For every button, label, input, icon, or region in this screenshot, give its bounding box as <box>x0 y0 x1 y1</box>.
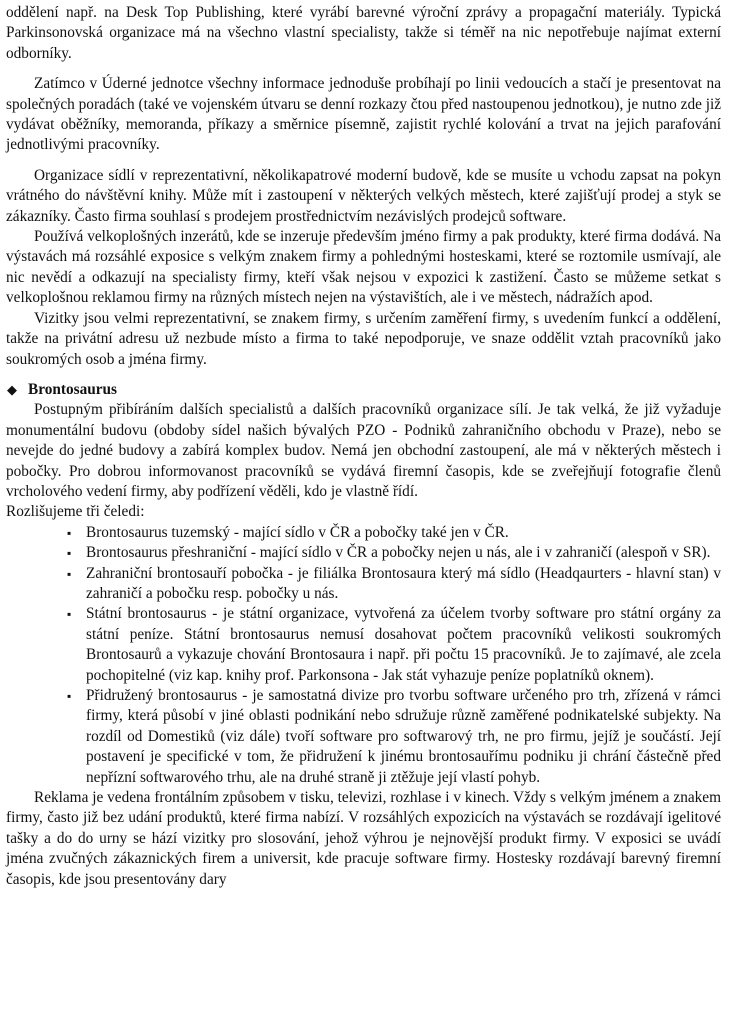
paragraph-information-flow: Zatímco v Úderné jednotce všechny informace jednoduše probíhají po linii vedoucích a stačí je presentovat na společných poradách (také ve vojenském útvaru se denní rozkazy čtou před nastoupenou jednotkou), je nutno zde již vydávat oběžníky, memoranda, příkazy a směrnice písemně, zajistit rychlé kolování a trvat na jejich parafování jednotlivými pracovníky. <box>6 75 721 154</box>
square-bullet-icon: ▪ <box>67 546 72 561</box>
list-item-text: Zahraniční brontosauří pobočka - je filiálka Brontosaura který má sídlo (Headqaurters - hlavní stan) v zahraničí a pobočku resp. pobočky u nás. <box>86 564 721 602</box>
list-label: Rozlišujeme tři čeledi: <box>6 503 145 521</box>
list-item-text: Brontosaurus přeshraniční - mající sídlo v ČR a pobočky nejen u nás, ale i v zahraničí (alespoň v SR). <box>86 544 711 562</box>
square-bullet-icon: ▪ <box>67 607 72 622</box>
diamond-bullet-icon: ◆ <box>7 381 17 397</box>
square-bullet-icon: ▪ <box>67 566 72 581</box>
list-item <box>67 686 721 788</box>
list-item-text: Přidružený brontosaurus - je samostatná divize pro tvorbu software určeného pro trh, zřízená v rámci firmy, která působí v jiné oblasti podnikání nebo sdružuje různě zaměřené podnikatelské subjekty. Na rozdíl od Domestiků (viz dále) tvoří software pro softwarový trh, ne pro firmu, jejíž je součástí. Její postavení je specifické v tom, že přidružení k jinému brontosauřímu podniku ji chrání částečně před nepřízní softwarového trhu, ale na druhé straně ji ztěžuje její vlastí pohyb. <box>86 687 721 786</box>
square-bullet-icon: ▪ <box>67 689 72 703</box>
paragraph-advertising-brontosaurus: Reklama je vedena frontálním způsobem v tisku, televizi, rozhlase i v kinech. Vždy s velkým jménem a znakem firmy, často již bez udání produktů, které firma nabízí. V rozsáhlých expozicích na výstavách se rozdávají igelitové tašky a do do urny se hází vizitky pro slosování, jehož výhrou je nejnovější produkt firmy. V exposici se uvádí jména zvučných zákaznických firem a universit, kde pracuje software firmy. Hostesky rozdávají barevný firemní časopis, kde jsou presentovány dary <box>6 789 721 888</box>
paragraph-advertising: Používá velkoplošných inzerátů, kde se inzeruje především jméno firmy a pak produkty, které firma dodává. Na výstavách má rozsáhlé exposice s velkým znakem firmy a pohlednými hosteskami, které se roztomile usmívají, ale nic nevědí a odkazují na specialisty firmy, kteří však nejsou v expozici k zastižení. Často se můžeme setkat s velkoplošnou reklamou firmy na různých místech nejen na výstavištích, ale i ve městech, nádražích apod. <box>6 228 721 307</box>
kinds-list <box>6 523 721 788</box>
list-item-text: Státní brontosaurus - je státní organizace, vytvořená za účelem tvorby software pro státní orgány za státní peníze. Státní brontosaurus nemusí dosahovat počtem pracovníků velikosti soukromých Brontosaurů a vykazuje chování Brontosaura i např. při počtu 15 pracovníků. Je to zajímavé, ale zcela pochopitelné (viz kap. knihy prof. Parkonsona - Jak stát vyhazuje peníze poplatníků oknem). <box>86 605 721 684</box>
list-item <box>67 543 721 563</box>
list-item <box>67 523 721 543</box>
paragraph-business-cards: Vizitky jsou velmi reprezentativní, se znakem firmy, s určením zaměření firmy, s uvedením funkcí a oddělení, takže na privátní adresu už nezbude místo a firma to také nepodporuje, ve snaze oddělit vztah pracovníků jako soukromých osob a jména firmy. <box>6 309 721 368</box>
section-heading <box>6 380 721 400</box>
paragraph-headquarters: Organizace sídlí v reprezentativní, několikapatrové moderní budově, kde se musíte u vchodu zapsat na pokyn vrátného do návštěvní knihy. Může mít i zastoupení v některých velkých městech, které zajišťují prodej a styk se zákazníky. Často firma souhlasí s prodejem prostřednictvím nezávislých prodejců software. <box>6 166 721 225</box>
section-heading-text: Brontosaurus <box>28 380 117 398</box>
list-item <box>67 564 721 605</box>
square-bullet-icon: ▪ <box>67 525 72 540</box>
list-item-text: Brontosaurus tuzemský - mající sídlo v ČR a pobočky také jen v ČR. <box>86 523 509 541</box>
paragraph-brontosaurus: Postupným přibíráním dalších specialistů a dalších pracovníků organizace sílí. Je tak velká, že již vyžaduje monumentální budovu (obdoby sídel našich bývalých PZO - Podniků zahraničního obchodu v Praze), nebo se nevejde do jedné budovy a zabírá komplex budov. Nemá jen obchodní zastoupení, ale má v některých městech i pobočky. Pro dobrou informovanost pracovníků se vydává firemní časopis, kde se zveřejňují fotografie členů vrcholového vedení firmy, aby podřízení věděli, kdo je vlastně řídí. <box>6 401 721 500</box>
paragraph-intro-continuation: oddělení např. na Desk Top Publishing, které vyrábí barevné výroční zprávy a propagační materiály. Typická Parkinsonovská organizace má na všechno vlastní specialisty, takže si téměř na nic nepotřebuje najímat externí odborníky. <box>6 4 721 62</box>
list-item <box>67 604 721 686</box>
